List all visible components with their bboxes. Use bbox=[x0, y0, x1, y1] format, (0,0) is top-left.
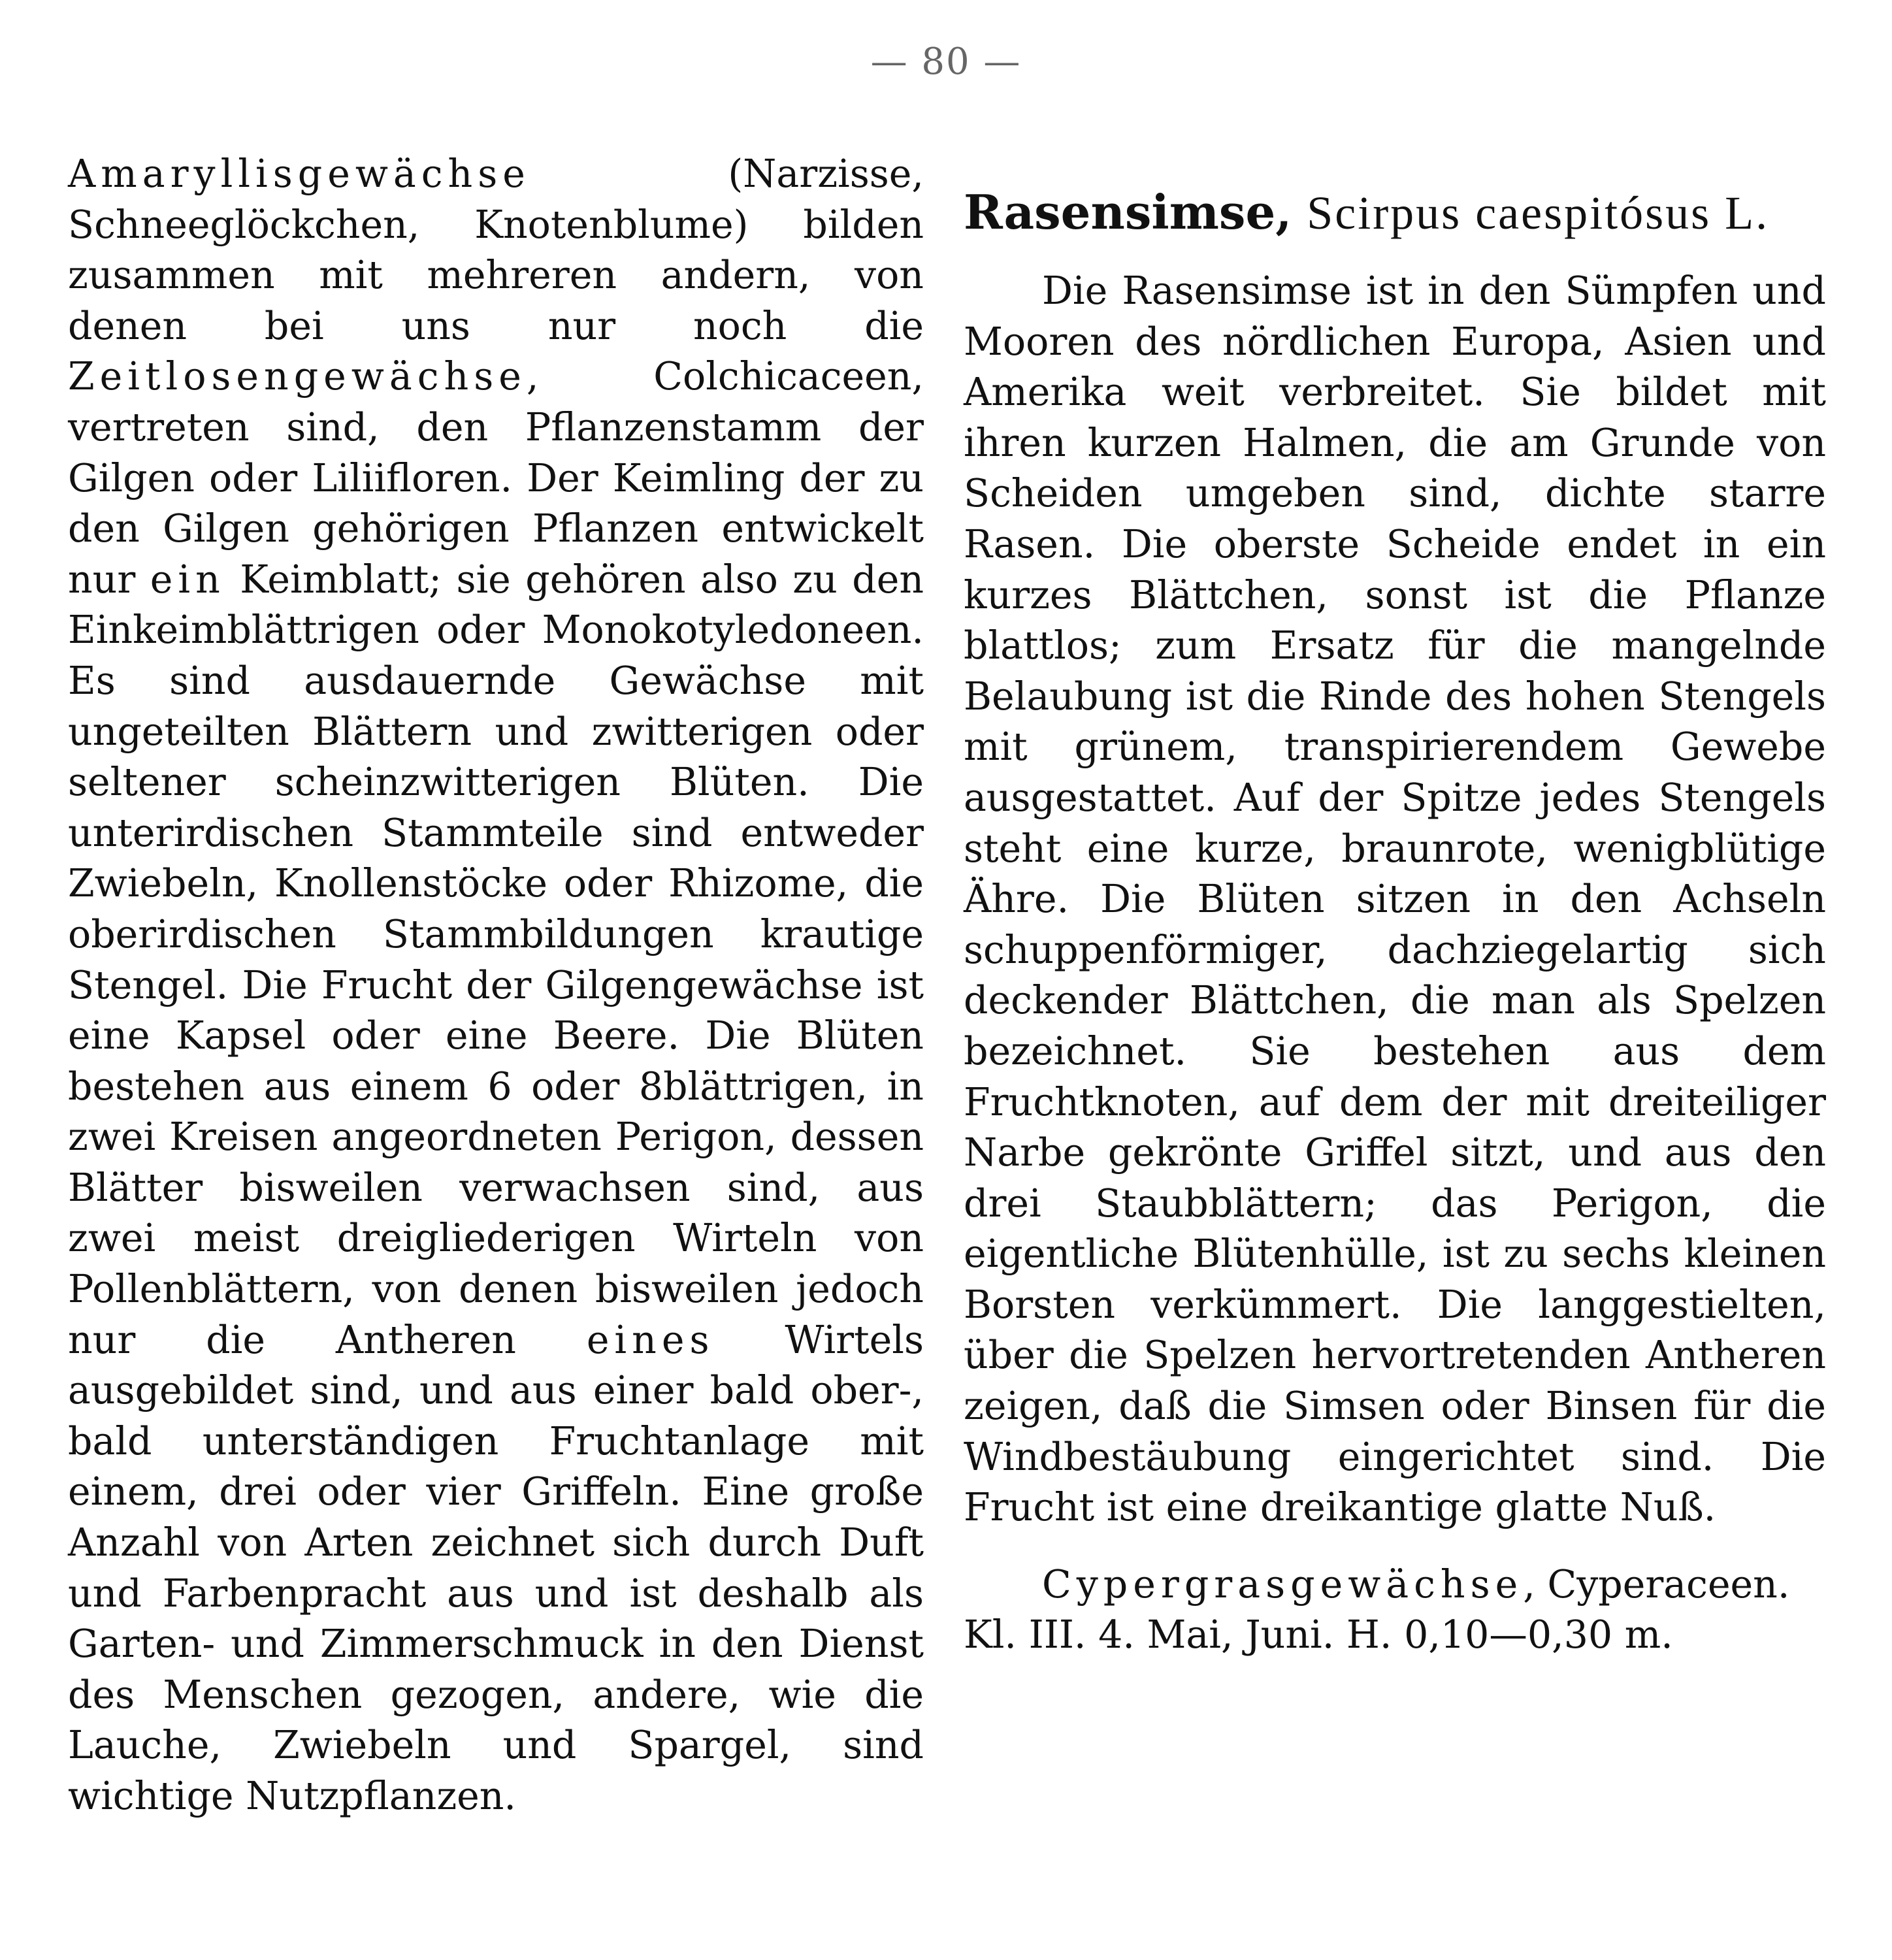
classification-line: Kl. III. 4. Mai, Juni. H. 0,10—0,30 m. bbox=[964, 1612, 1673, 1658]
intro-paragraph bbox=[68, 149, 924, 1822]
species-description: Die Rasensimse ist in den Sümpfen und Mooren des nördlichen Europa, Asien und Amerika weit verbreitet. Sie bildet mit ihren kurzen Halmen, die am Grunde von Scheiden umgeben sind, dichte starre Rasen. Die oberste Scheide endet in ein kurzes Blättchen, sonst ist die Pflanze blattlos; zum Ersatz für die mangelnde Belaubung ist die Rinde des hohen Stengels mit grünem, transpirierendem Gewebe ausgestattet. Auf der Spitze jedes Stengels steht eine kurze, braunrote, wenigblütige Ähre. Die Blüten sitzen in den Achseln schuppenförmiger, dachziegelartig sich deckender Blättchen, die man als Spelzen bezeichnet. Sie bestehen aus dem Fruchtknoten, auf dem der mit dreiteiliger Narbe gekrönte Griffel sitzt, und aus den drei Staubblättern; das Perigon, die eigentliche Blütenhülle, ist zu sechs kleinen Borsten verkümmert. Die langgestielten, über die Spelzen hervortretenden Antheren zeigen, daß die Simsen oder Binsen für die Windbestäubung eingerichtet sind. Die Frucht ist eine dreikantige glatte Nuß. bbox=[964, 269, 1826, 1530]
paragraph-text: Wirtels ausgebildet sind, und aus einer bald ober-, bald unterständigen Fruchtanlage mit einem, drei oder vier Griffeln. Eine große Anzahl von Arten zeichnet sich durch Duft und Farbenpracht aus und ist deshalb als Garten- und Zimmerschmuck in den Dienst des Menschen gezogen, andere, wie die Lauche, Zwiebeln und Spargel, sind wichtige Nutzpflanzen. bbox=[68, 1317, 924, 1818]
family-line bbox=[964, 1560, 1826, 1610]
left-column bbox=[68, 149, 924, 1822]
paragraph-text: (Narzisse, Schneeglöckchen, Knotenblume) bilden zusammen mit mehreren andern, von denen bei uns nur noch die bbox=[68, 152, 924, 348]
paragraph-text: Keimblatt; sie gehören also zu den Einkeimblättrigen oder Monokotyledoneen. Es sind ausdauernde Gewächse mit ungeteilten Blättern und zwitterigen oder seltener scheinzwitterigen Blüten. Die unterirdischen Stammteile sind entweder Zwiebeln, Knollenstöcke oder Rhizome, die oberirdischen Stammbildungen krautige Stengel. Die Frucht der Gilgengewächse ist eine Kapsel oder eine Beere. Die Blüten bestehen aus einem 6 oder 8blättrigen, in zwei Kreisen angeordneten Perigon, dessen Blätter bisweilen verwachsen sind, aus zwei meist dreigliederigen Wirteln von Pollenblättern, von denen bisweilen jedoch nur die Antheren bbox=[68, 557, 924, 1362]
spaced-term: Zeitlosengewächse bbox=[68, 354, 527, 399]
family-german-name: Cypergrasgewächse bbox=[1042, 1561, 1524, 1607]
spaced-term: ein bbox=[150, 557, 225, 602]
species-latin-name: Scirpus caespitósus L. bbox=[1307, 187, 1770, 239]
paragraph-text: , Colchicaceen, vertreten sind, den Pflanzenstamm der Gilgen oder Liliifloren. Der Keimling der zu den Gilgen gehörigen Pflanzen entwickelt nur bbox=[68, 354, 924, 602]
page-number: — 80 — bbox=[870, 41, 1022, 83]
species-german-name: Rasensimse, bbox=[964, 184, 1292, 240]
spaced-term: Amaryllisgewächse bbox=[68, 152, 530, 196]
right-column bbox=[964, 183, 1826, 1661]
spaced-term: eines bbox=[586, 1317, 715, 1362]
family-latin-name: , Cyperaceen. bbox=[1523, 1561, 1790, 1607]
species-heading bbox=[964, 183, 1826, 242]
